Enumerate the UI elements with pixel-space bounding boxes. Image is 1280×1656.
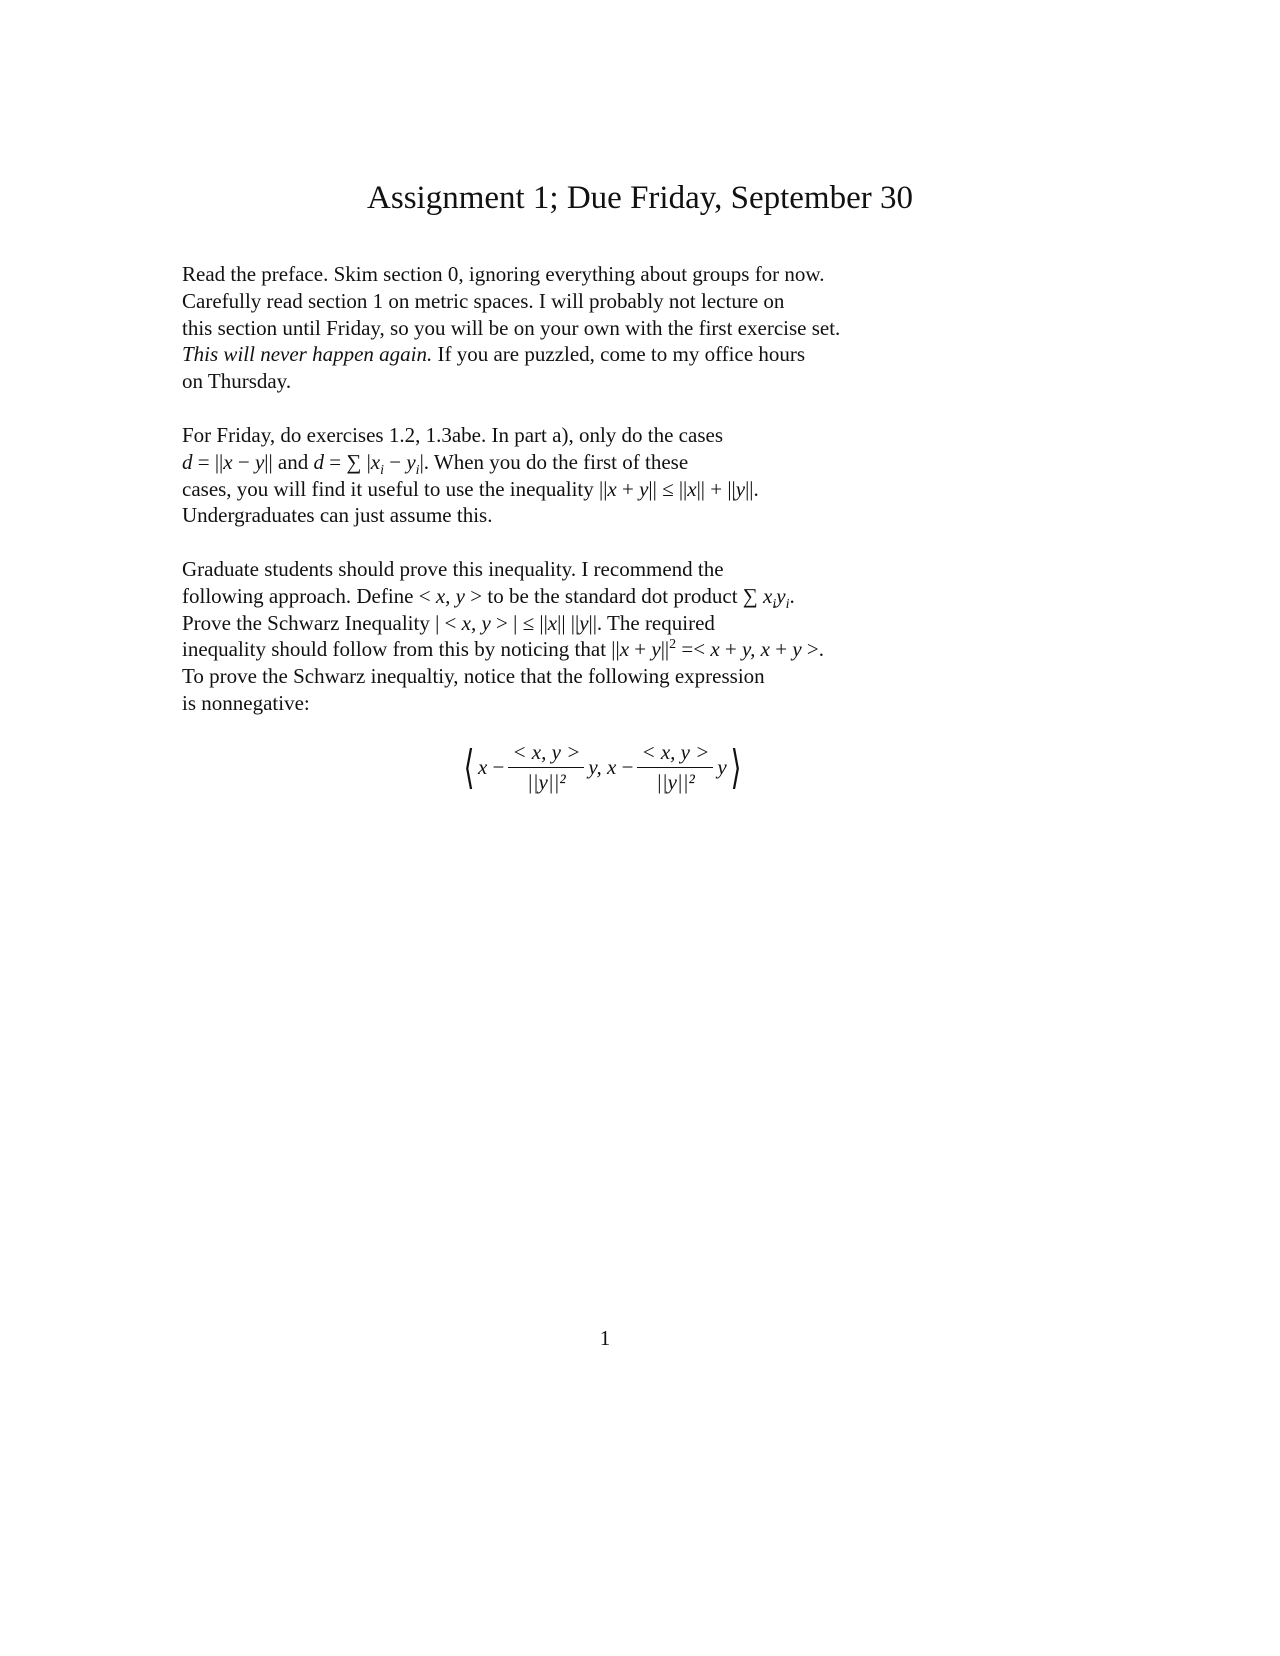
text-segment: To prove the Schwarz inequaltiy, notice that the following expression bbox=[182, 664, 765, 689]
text-segment: + bbox=[616, 476, 640, 501]
fraction-denominator: ||y||² bbox=[527, 770, 566, 794]
text-segment: x bbox=[223, 449, 233, 474]
text-segment: i bbox=[772, 596, 777, 612]
text-segment: > to be the standard dot product ∑ bbox=[465, 583, 764, 608]
text-segment: y bbox=[639, 476, 649, 501]
fraction bbox=[508, 740, 584, 795]
text-segment: + bbox=[719, 637, 742, 662]
text-segment: − bbox=[384, 449, 407, 474]
text-line bbox=[182, 503, 492, 528]
text-line bbox=[182, 664, 765, 689]
page-number: 1 bbox=[599, 1326, 611, 1350]
right-angle-bracket: ⟩ bbox=[730, 741, 742, 793]
formula-operator: − bbox=[492, 755, 505, 779]
text-segment: ||. The required bbox=[588, 610, 715, 635]
text-segment: x bbox=[763, 583, 773, 608]
text-segment: = || bbox=[192, 449, 224, 474]
text-line bbox=[182, 289, 784, 314]
formula-operator: − bbox=[621, 755, 634, 779]
text-segment: =< bbox=[676, 637, 711, 662]
text-segment: > | ≤ || bbox=[490, 610, 548, 635]
text-segment: If you are puzzled, come to my office hours bbox=[432, 342, 806, 367]
text-segment: x bbox=[619, 637, 630, 662]
text-segment: on Thursday. bbox=[182, 369, 292, 394]
text-segment: Read the preface. Skim section 0, ignoring everything about groups for now. bbox=[182, 262, 825, 286]
text-line bbox=[182, 557, 724, 582]
text-segment: cases, you will find it useful to use the inequality || bbox=[182, 476, 608, 501]
text-segment: y bbox=[651, 637, 661, 662]
text-line bbox=[182, 262, 824, 287]
text-line bbox=[182, 611, 715, 636]
text-segment: inequality should follow from this by noticing that || bbox=[182, 637, 620, 662]
text-segment: x bbox=[547, 610, 558, 635]
text-line bbox=[182, 316, 840, 341]
text-segment: || ≤ || bbox=[648, 476, 688, 501]
text-segment: + bbox=[629, 637, 652, 662]
text-segment: is nonnegative: bbox=[182, 691, 310, 715]
text-segment: i bbox=[785, 596, 790, 612]
text-segment: x bbox=[370, 449, 381, 474]
text-segment: i bbox=[415, 462, 420, 478]
text-line bbox=[182, 691, 310, 716]
text-segment: Carefully read section 1 on metric spaces. I will probably not lecture on bbox=[182, 288, 785, 313]
text-segment: || || bbox=[557, 610, 580, 635]
text-line bbox=[182, 477, 759, 502]
fraction-numerator: < x, y > bbox=[637, 740, 713, 768]
formula-term: y, x bbox=[588, 755, 617, 779]
text-line bbox=[182, 423, 723, 448]
text-segment: y bbox=[406, 449, 416, 474]
formula-term: y bbox=[717, 755, 727, 779]
text-line bbox=[182, 450, 688, 479]
text-segment: y bbox=[579, 610, 589, 635]
text-segment: y, x bbox=[741, 637, 770, 662]
text-segment: >. bbox=[801, 637, 824, 662]
text-segment: For Friday, do exercises 1.2, 1.3abe. In part a), only do the cases bbox=[182, 423, 723, 447]
text-segment: y bbox=[776, 583, 786, 608]
text-segment: x, y bbox=[461, 610, 491, 635]
text-segment: y bbox=[735, 476, 746, 501]
text-segment: ||. bbox=[745, 476, 759, 501]
text-segment: 2 bbox=[669, 637, 677, 653]
text-segment: . bbox=[789, 583, 795, 608]
display-formula bbox=[460, 740, 745, 795]
fraction-denominator: ||y||² bbox=[656, 770, 695, 794]
text-segment: + bbox=[769, 637, 793, 662]
text-segment: This will never happen again. bbox=[182, 342, 433, 367]
text-line bbox=[182, 369, 291, 394]
text-segment: x bbox=[607, 476, 617, 501]
text-segment: d bbox=[313, 449, 324, 474]
text-segment: x, y bbox=[435, 583, 466, 608]
text-segment: x bbox=[710, 637, 720, 662]
text-segment: following approach. Define < bbox=[182, 583, 436, 608]
text-segment: = ∑ | bbox=[324, 449, 371, 474]
text-line bbox=[182, 342, 805, 367]
text-segment: y bbox=[792, 637, 802, 662]
text-segment: || + || bbox=[696, 476, 736, 501]
text-segment: || and bbox=[264, 449, 314, 474]
text-line bbox=[182, 584, 795, 613]
document-title: Assignment 1; Due Friday, September 30 bbox=[367, 180, 913, 216]
text-segment: i bbox=[380, 462, 384, 478]
text-segment: x bbox=[687, 476, 697, 501]
text-segment: − bbox=[232, 449, 255, 474]
text-segment: Undergraduates can just assume this. bbox=[182, 503, 493, 528]
text-segment: this section until Friday, so you will be on your own with the first exercise set. bbox=[182, 315, 841, 340]
text-segment: |. When you do the first of these bbox=[419, 449, 689, 474]
fraction-numerator: < x, y > bbox=[508, 740, 584, 768]
left-angle-bracket: ⟨ bbox=[463, 741, 475, 793]
text-segment: Graduate students should prove this inequality. I recommend the bbox=[182, 557, 724, 581]
text-segment: || bbox=[660, 637, 670, 662]
text-segment: y bbox=[254, 449, 265, 474]
text-line bbox=[182, 637, 824, 662]
fraction bbox=[637, 740, 713, 795]
text-segment: Prove the Schwarz Inequality | < bbox=[182, 610, 462, 635]
formula-term: x bbox=[477, 755, 488, 779]
text-segment: d bbox=[182, 449, 193, 474]
